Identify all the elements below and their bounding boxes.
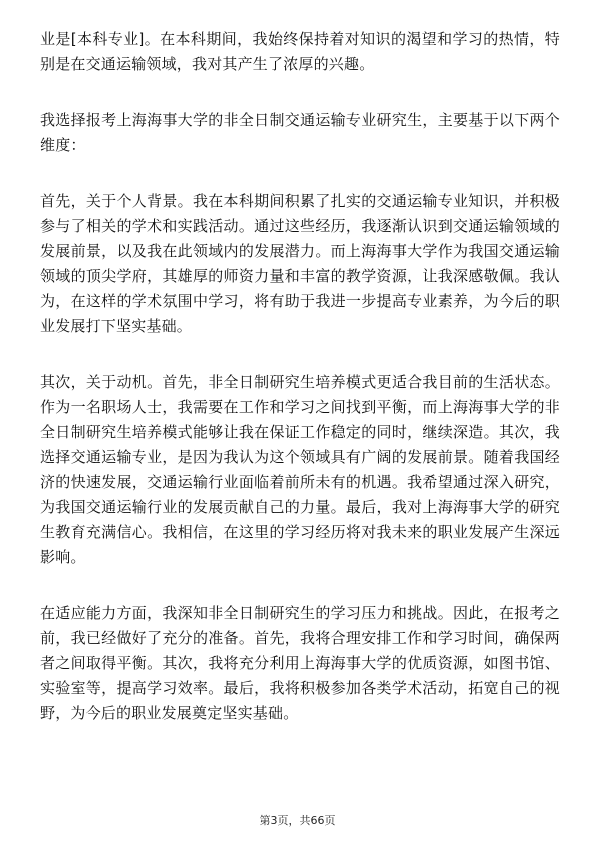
paragraph-personal-background: 首先，关于个人背景。我在本科期间积累了扎实的交通运输专业知识，并积极参与了相关的学术和实践活动。通过这些经历，我逐渐认识到交通运输领域的发展前景，以及我在此领域内的发展潜力。而上海海事大学作为我国交通运输领域的顶尖学府，其雄厚的师资力量和丰富的教学资源，让我深感敬佩。我认为，在这样的学术氛围中学习，将有助于我进一步提高专业素养，为今后的职业发展打下坚实基础。 <box>40 192 560 335</box>
page-number-footer: 第3页，共66页 <box>259 814 336 827</box>
document-body <box>40 27 560 757</box>
paragraph-reasons-overview: 我选择报考上海海事大学的非全日制交通运输专业研究生，主要基于以下两个维度： <box>40 111 560 154</box>
paragraph-intro-continuation: 业是[本科专业]。在本科期间，我始终保持着对知识的渴望和学习的热情，特别是在交通运输领域，我对其产生了浓厚的兴趣。 <box>40 30 560 73</box>
paragraph-adaptability: 在适应能力方面，我深知非全日制研究生的学习压力和挑战。因此，在报考之前，我已经做好了充分的准备。首先，我将合理安排工作和学习时间，确保两者之间取得平衡。其次，我将充分利用上海海事大学的优质资源，如图书馆、实验室等，提高学习效率。最后，我将积极参加各类学术活动，拓宽自己的视野，为今后的职业发展奠定坚实基础。 <box>40 604 560 722</box>
paragraph-motivation: 其次，关于动机。首先，非全日制研究生培养模式更适合我目前的生活状态。作为一名职场人士，我需要在工作和学习之间找到平衡，而上海海事大学的非全日制研究生培养模式能够让我在保证工作稳定的同时，继续深造。其次，我选择交通运输专业，是因为我认为这个领域具有广阔的发展前景。随着我国经济的快速发展，交通运输行业面临着前所未有的机遇。我希望通过深入研究，为我国交通运输行业的发展贡献自己的力量。最后，我对上海海事大学的研究生教育充满信心。我相信，在这里的学习经历将对我未来的职业发展产生深远影响。 <box>40 373 560 566</box>
